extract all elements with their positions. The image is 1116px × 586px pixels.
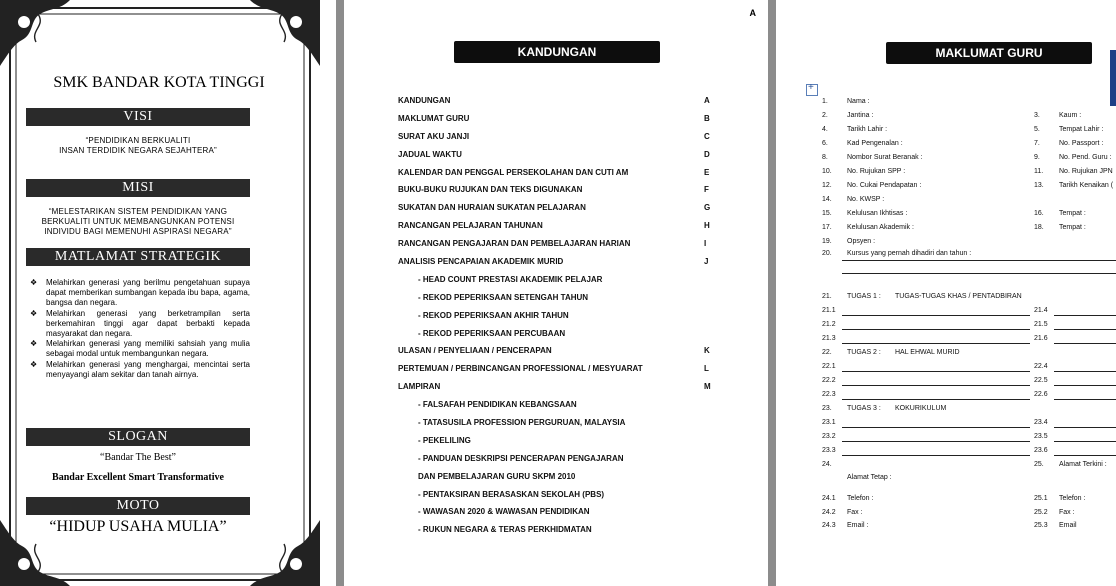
field-number: 19.: [822, 238, 832, 245]
table-move-handle-icon[interactable]: [806, 84, 818, 96]
visi-line: “PENDIDIKAN BERKUALITI: [85, 136, 191, 145]
toc-label: - HEAD COUNT PRESTASI AKADEMIK PELAJAR: [418, 274, 603, 284]
toc-label: - WAWASAN 2020 & WAWASAN PENDIDIKAN: [418, 507, 590, 517]
toc-row: [398, 168, 718, 186]
diamond-bullet-icon: ❖: [30, 339, 38, 349]
toc-row: [398, 150, 718, 168]
field-number: 2.: [822, 112, 828, 119]
sub-field-number: 23.6: [1034, 447, 1048, 454]
field-label: Tempat :: [1059, 210, 1086, 217]
fill-in-line[interactable]: [1054, 441, 1116, 442]
misi-banner: MISI: [26, 179, 250, 197]
field-label: Nama :: [847, 98, 870, 105]
contact-number: 25.3: [1034, 522, 1048, 529]
cut-off-graphic: [1110, 50, 1116, 106]
toc-row: [398, 96, 718, 114]
contact-number: 25.1: [1034, 495, 1048, 502]
tugas-desc: TUGAS-TUGAS KHAS / PENTADBIRAN: [895, 293, 1022, 300]
fill-in-line[interactable]: [1054, 385, 1116, 386]
tugas-tag: TUGAS 2 :: [847, 349, 881, 356]
toc-label: KALENDAR DAN PENGGAL PERSEKOLAHAN DAN CUTI AM: [398, 167, 629, 177]
toc-label: MAKLUMAT GURU: [398, 113, 470, 123]
toc-label: BUKU-BUKU RUJUKAN DAN TEKS DIGUNAKAN: [398, 185, 583, 195]
sub-field-number: 21.1: [822, 307, 836, 314]
field-label: Alamat Terkini :: [1059, 461, 1107, 468]
fill-in-line[interactable]: [842, 273, 1116, 274]
sub-field-number: 23.3: [822, 447, 836, 454]
tugas-desc: KOKURIKULUM: [895, 405, 947, 412]
tugas-number: 21.: [822, 293, 832, 300]
tugas-tag: TUGAS 3 :: [847, 405, 881, 412]
toc-label: - PENTAKSIRAN BERASASKAN SEKOLAH (PBS): [418, 489, 605, 499]
matlamat-banner: MATLAMAT STRATEGIK: [26, 248, 250, 266]
field-label: Tempat Lahir :: [1059, 126, 1104, 133]
sub-field-number: 22.3: [822, 391, 836, 398]
toc-label: - REKOD PEPERIKSAAN AKHIR TAHUN: [418, 310, 569, 320]
toc-section-letter: H: [704, 221, 710, 231]
misi-line: BERKUALITI UNTUK MEMBANGUNKAN POTENSI: [41, 217, 235, 226]
toc-section-letter: J: [704, 257, 709, 267]
matlamat-item: ❖ Melahirkan generasi yang memiliki sahsiah yang mulia sebagai modal untuk membangunkan negara.: [30, 339, 250, 359]
misi-line: “MELESTARIKAN SISTEM PENDIDIKAN YANG: [48, 207, 228, 216]
fill-in-line[interactable]: [842, 441, 1030, 442]
toc-label: ANALISIS PENCAPAIAN AKADEMIK MURID: [398, 257, 564, 267]
toc-section-letter: B: [704, 113, 710, 123]
page-kandungan: [344, 0, 768, 586]
toc-row: [398, 472, 718, 490]
toc-label: RANCANGAN PELAJARAN TAHUNAN: [398, 221, 543, 231]
page-cover: [0, 0, 336, 586]
field-label: Jantina :: [847, 112, 874, 119]
visi-banner: VISI: [26, 108, 250, 126]
matlamat-list: [28, 278, 250, 380]
field-number: 14.: [822, 196, 832, 203]
toc-row: [398, 293, 718, 311]
toc-label: SURAT AKU JANJI: [398, 131, 470, 141]
diamond-bullet-icon: ❖: [30, 278, 38, 287]
toc-label: RANCANGAN PENGAJARAN DAN PEMBELAJARAN HARIAN: [398, 239, 631, 249]
fill-in-line[interactable]: [842, 343, 1030, 344]
contact-label: Telefon :: [1059, 495, 1086, 502]
fill-in-line[interactable]: [842, 315, 1030, 316]
toc-row: [398, 382, 718, 400]
sub-field-number: 23.4: [1034, 419, 1048, 426]
toc-label: - REKOD PEPERIKSAAN PERCUBAAN: [418, 328, 566, 338]
visi-text: [26, 136, 250, 156]
toc-label: - REKOD PEPERIKSAAN SETENGAH TAHUN: [418, 292, 589, 302]
fill-in-line[interactable]: [842, 399, 1030, 400]
fill-in-line[interactable]: [842, 385, 1030, 386]
field-number: 12.: [822, 182, 832, 189]
sub-field-number: 22.5: [1034, 377, 1048, 384]
field-label: Tarikh Kenaikan (: [1059, 182, 1114, 189]
field-label: Kelulusan Akademik :: [847, 224, 914, 231]
field-number: 20.: [822, 250, 832, 257]
field-number: 8.: [822, 154, 828, 161]
toc-label: DAN PEMBELAJARAN GURU SKPM 2010: [418, 471, 576, 481]
toc-row: [398, 364, 718, 382]
field-label: Kaum :: [1059, 112, 1082, 119]
tugas-tag: TUGAS 1 :: [847, 293, 881, 300]
toc-row: [398, 490, 718, 508]
tugas-desc: HAL EHWAL MURID: [895, 349, 960, 356]
field-number: 7.: [1034, 140, 1040, 147]
field-number: 3.: [1034, 112, 1040, 119]
matlamat-item: ❖ Melahirkan generasi yang berilmu pengetahuan supaya dapat memberikan sumbangan kepada ibu bapa, agama, bangsa dan negara.: [30, 278, 250, 308]
field-label: No. Cukai Pendapatan :: [847, 182, 922, 189]
field-number: 24.: [822, 461, 832, 468]
matlamat-item: ❖ Melahirkan generasi yang menghargai, mencintai serta menyayangi alam sekitar dan tanah airnya.: [30, 359, 250, 379]
page-letter: A: [749, 8, 756, 18]
toc-section-letter: F: [704, 185, 709, 195]
field-number: 18.: [1034, 224, 1044, 231]
slogan-line-1: “Bandar The Best”: [100, 452, 176, 463]
field-number: 9.: [1034, 154, 1040, 161]
toc-label: PERTEMUAN / PERBINCANGAN PROFESSIONAL / MESYUARAT: [398, 364, 643, 374]
toc-row: [398, 418, 718, 436]
toc-row: [398, 185, 718, 203]
sub-field-number: 21.6: [1034, 335, 1048, 342]
toc-row: [398, 275, 718, 293]
field-number: 11.: [1034, 168, 1044, 175]
field-number: 5.: [1034, 126, 1040, 133]
visi-line: INSAN TERDIDIK NEGARA SEJAHTERA”: [59, 146, 217, 155]
toc-row: [398, 329, 718, 347]
toc-row: [398, 525, 718, 543]
field-label: Opsyen :: [847, 238, 876, 245]
fill-in-line[interactable]: [842, 260, 1116, 261]
sub-field-number: 23.5: [1034, 433, 1048, 440]
toc-row: [398, 203, 718, 221]
field-number: 17.: [822, 224, 832, 231]
field-label: Tempat :: [1059, 224, 1086, 231]
toc-section-letter: E: [704, 167, 710, 177]
toc-label: - TATASUSILA PROFESSION PERGURUAN, MALAYSIA: [418, 418, 626, 428]
fill-in-line[interactable]: [1054, 399, 1116, 400]
sub-field-number: 21.2: [822, 321, 836, 328]
field-label: No. KWSP :: [847, 196, 885, 203]
toc-label: - PEKELILING: [418, 435, 471, 445]
toc-label: LAMPIRAN: [398, 382, 441, 392]
misi-line: INDIVIDU BAGI MEMENUHI ASPIRASI NEGARA”: [44, 227, 232, 236]
toc-section-letter: D: [704, 149, 710, 159]
tugas-number: 23.: [822, 405, 832, 412]
toc-section-letter: K: [704, 346, 710, 356]
sub-field-number: 21.3: [822, 335, 836, 342]
contact-label: Fax :: [847, 509, 863, 516]
field-number: 6.: [822, 140, 828, 147]
toc-list: [398, 96, 718, 543]
maklumat-guru-title: MAKLUMAT GURU: [886, 42, 1092, 64]
field-number: 4.: [822, 126, 828, 133]
toc-section-letter: C: [704, 131, 710, 141]
toc-row: [398, 239, 718, 257]
toc-row: [398, 436, 718, 454]
toc-label: SUKATAN DAN HURAIAN SUKATAN PELAJARAN: [398, 203, 586, 213]
school-name: SMK BANDAR KOTA TINGGI: [53, 74, 265, 91]
fill-in-line[interactable]: [1054, 329, 1116, 330]
field-number: 15.: [822, 210, 832, 217]
toc-label: ULASAN / PENYELIAAN / PENCERAPAN: [398, 346, 552, 356]
sub-field-number: 21.5: [1034, 321, 1048, 328]
sub-field-number: 22.2: [822, 377, 836, 384]
toc-row: [398, 257, 718, 275]
fill-in-line[interactable]: [842, 371, 1030, 372]
toc-section-letter: L: [704, 364, 709, 374]
fill-in-line[interactable]: [1054, 455, 1116, 456]
field-label: Kursus yang pernah dihadiri dan tahun :: [847, 250, 972, 257]
kandungan-title: KANDUNGAN: [454, 41, 660, 63]
misi-text: [26, 207, 250, 237]
field-label: No. Passport :: [1059, 140, 1104, 147]
page-maklumat-guru: [776, 0, 1116, 586]
field-label: Nombor Surat Beranak :: [847, 154, 923, 161]
field-number: 25.: [1034, 461, 1044, 468]
fill-in-line[interactable]: [1054, 343, 1116, 344]
sub-field-number: 22.4: [1034, 363, 1048, 370]
toc-label: - RUKUN NEGARA & TERAS PERKHIDMATAN: [418, 525, 592, 535]
contact-label: Email: [1059, 522, 1077, 529]
tugas-number: 22.: [822, 349, 832, 356]
slogan-line-2: Bandar Excellent Smart Transformative: [52, 472, 224, 483]
toc-label: KANDUNGAN: [398, 96, 451, 105]
fill-in-line[interactable]: [1054, 427, 1116, 428]
toc-section-letter: I: [704, 239, 707, 249]
toc-section-letter: A: [704, 96, 710, 105]
toc-row: [398, 507, 718, 525]
toc-row: [398, 454, 718, 472]
contact-number: 25.2: [1034, 509, 1048, 516]
toc-label: - PANDUAN DESKRIPSI PENCERAPAN PENGAJARAN: [418, 453, 624, 463]
moto-text: “HIDUP USAHA MULIA”: [49, 518, 227, 535]
sub-field-number: 22.6: [1034, 391, 1048, 398]
field-label: No. Pend. Guru :: [1059, 154, 1112, 161]
toc-label: - FALSAFAH PENDIDIKAN KEBANGSAAN: [418, 400, 577, 410]
toc-row: [398, 400, 718, 418]
toc-row: [398, 221, 718, 239]
toc-section-letter: M: [704, 382, 711, 392]
field-label: No. Rujukan SPP :: [847, 168, 906, 175]
field-label: Alamat Tetap :: [847, 474, 892, 481]
contact-number: 24.1: [822, 495, 836, 502]
toc-row: [398, 132, 718, 150]
slogan-banner: SLOGAN: [26, 428, 250, 446]
field-label: Kad Pengenalan :: [847, 140, 903, 147]
contact-number: 24.2: [822, 509, 836, 516]
moto-banner: MOTO: [26, 497, 250, 515]
fill-in-line[interactable]: [1054, 371, 1116, 372]
field-number: 16.: [1034, 210, 1044, 217]
toc-row: [398, 346, 718, 364]
field-number: 1.: [822, 98, 828, 105]
fill-in-line[interactable]: [842, 427, 1030, 428]
diamond-bullet-icon: ❖: [30, 308, 38, 318]
fill-in-line[interactable]: [842, 455, 1030, 456]
contact-label: Fax :: [1059, 509, 1075, 516]
toc-label: JADUAL WAKTU: [398, 149, 462, 159]
toc-row: [398, 114, 718, 132]
fill-in-line[interactable]: [1054, 315, 1116, 316]
sub-field-number: 23.2: [822, 433, 836, 440]
field-label: Kelulusan Ikhtisas :: [847, 210, 908, 217]
field-label: No. Rujukan JPN: [1059, 168, 1113, 175]
contact-label: Email :: [847, 522, 869, 529]
matlamat-item: ❖ Melahirkan generasi yang berketrampilan serta berkemahiran tinggi agar dapat berbakti kepada masyarakat dan negara.: [30, 308, 250, 339]
field-number: 13.: [1034, 182, 1044, 189]
toc-row: [398, 311, 718, 329]
field-label: Tarikh Lahir :: [847, 126, 888, 133]
diamond-bullet-icon: ❖: [30, 359, 38, 369]
contact-number: 24.3: [822, 522, 836, 529]
toc-section-letter: G: [704, 203, 711, 213]
sub-field-number: 22.1: [822, 363, 836, 370]
sub-field-number: 21.4: [1034, 307, 1048, 314]
field-number: 10.: [822, 168, 832, 175]
sub-field-number: 23.1: [822, 419, 836, 426]
fill-in-line[interactable]: [842, 329, 1030, 330]
contact-label: Telefon :: [847, 495, 874, 502]
